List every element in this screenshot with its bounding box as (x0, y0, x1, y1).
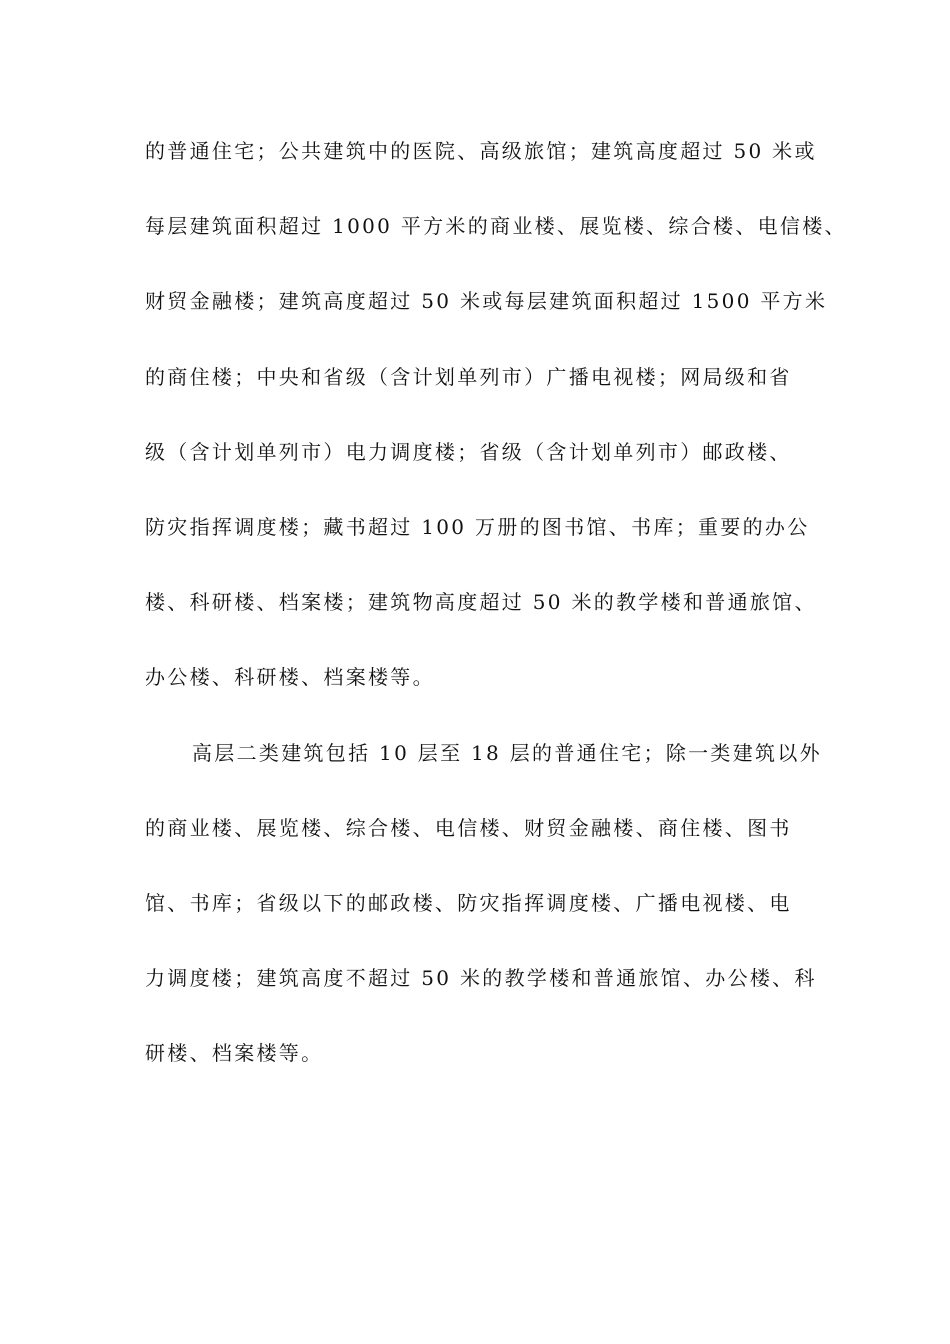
text-line: 财贸金融楼；建筑高度超过 50 米或每层建筑面积超过 1500 平方米 (145, 289, 828, 314)
text-line: 的商业楼、展览楼、综合楼、电信楼、财贸金融楼、商住楼、图书 (145, 815, 792, 840)
text-line: 级（含计划单列市）电力调度楼；省级（含计划单列市）邮政楼、 (145, 439, 792, 464)
text-line: 每层建筑面积超过 1000 平方米的商业楼、展览楼、综合楼、电信楼、 (145, 214, 847, 239)
paragraph-2 (145, 735, 825, 1073)
text-line: 馆、书库；省级以下的邮政楼、防灾指挥调度楼、广播电视楼、电 (145, 890, 792, 915)
text-line: 楼、科研楼、档案楼；建筑物高度超过 50 米的教学楼和普通旅馆、 (145, 590, 817, 615)
paragraph-1 (145, 133, 847, 697)
document-body (145, 133, 847, 1110)
text-line: 的商住楼；中央和省级（含计划单列市）广播电视楼；网局级和省 (145, 364, 792, 389)
text-line: 力调度楼；建筑高度不超过 50 米的教学楼和普通旅馆、办公楼、科 (145, 966, 817, 991)
text-line-first: 高层二类建筑包括 10 层至 18 层的普通住宅；除一类建筑以外 (192, 740, 822, 765)
text-line: 的普通住宅；公共建筑中的医院、高级旅馆；建筑高度超过 50 米或 (145, 139, 817, 163)
text-line: 防灾指挥调度楼；藏书超过 100 万册的图书馆、书库；重要的办公 (145, 514, 810, 539)
text-line: 研楼、档案楼等。 (145, 1041, 324, 1066)
text-line: 办公楼、科研楼、档案楼等。 (145, 665, 435, 690)
